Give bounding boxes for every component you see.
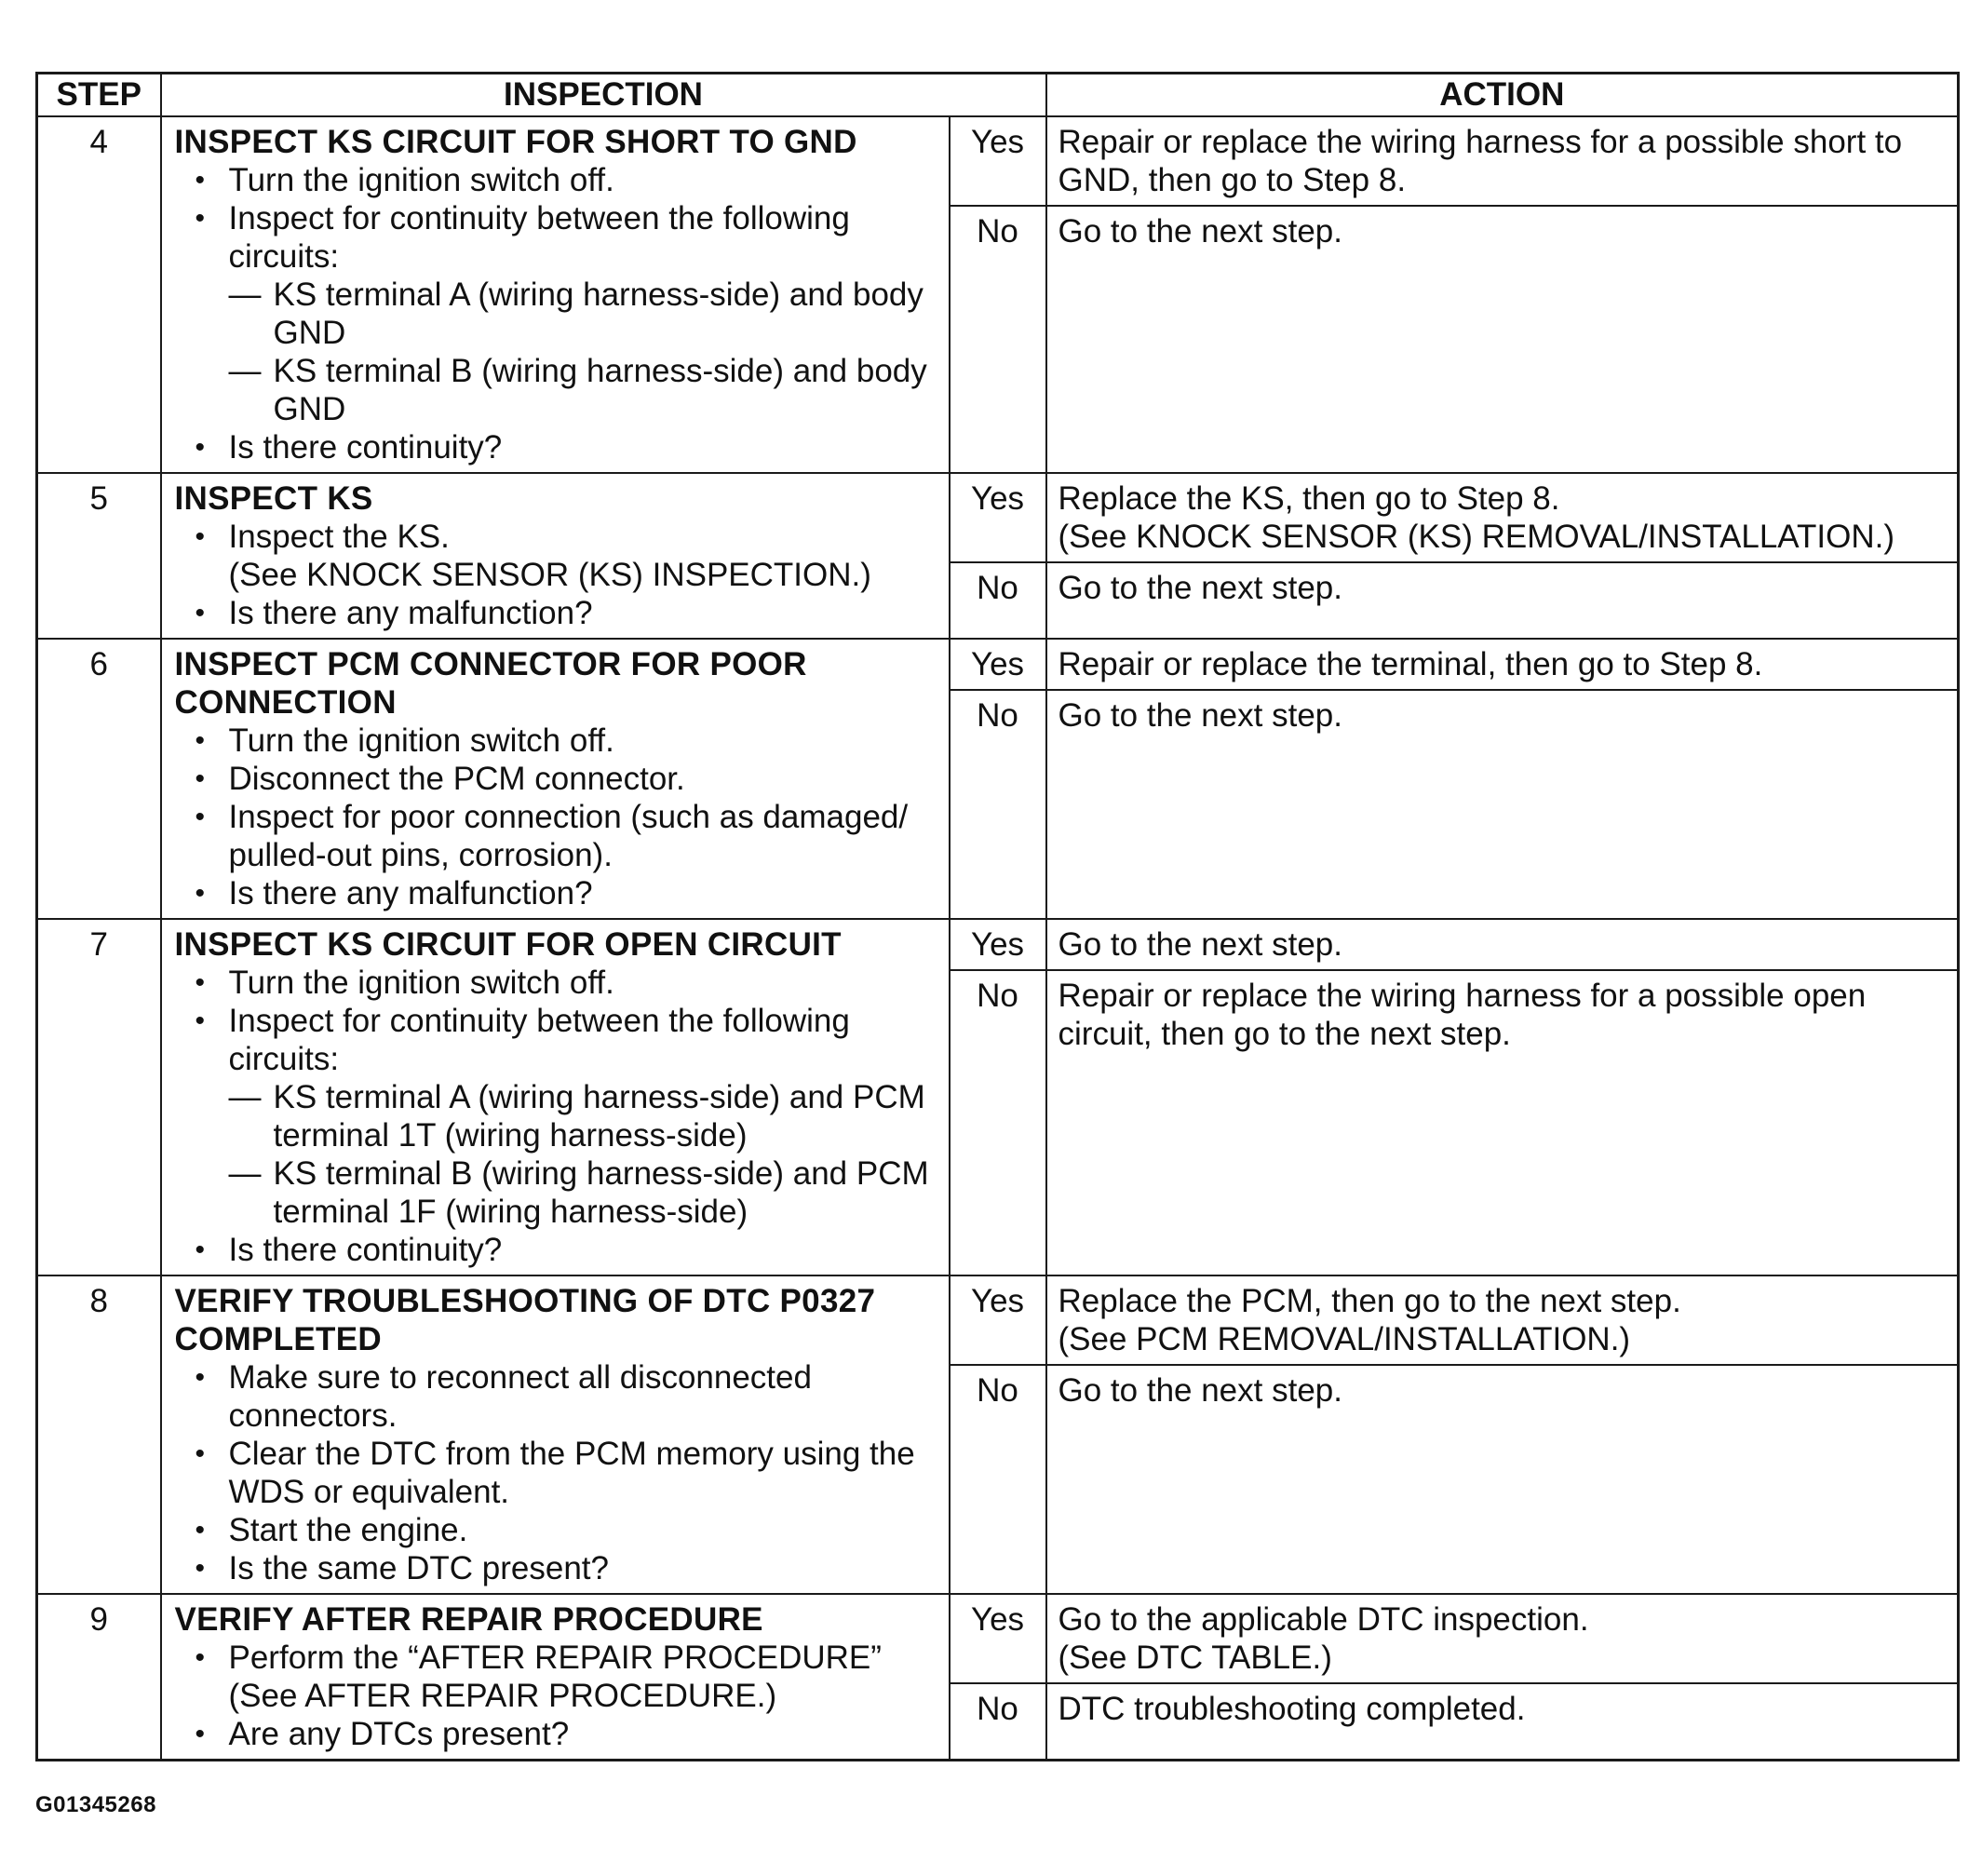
- inspection-list: [175, 161, 941, 466]
- no-label: No: [950, 1683, 1046, 1761]
- no-action: Repair or replace the wiring harness for a possible open circuit, then go to the next step.: [1046, 970, 1959, 1275]
- reference-note: (See AFTER REPAIR PROCEDURE.): [228, 1678, 777, 1714]
- list-item: • Turn the ignition switch off.: [175, 722, 941, 760]
- no-action: Go to the next step.: [1046, 562, 1959, 639]
- no-label: No: [950, 1365, 1046, 1594]
- list-item: • Make sure to reconnect all disconnected connectors.: [175, 1358, 941, 1435]
- yes-action: Repair or replace the wiring harness for a possible short to GND, then go to Step 8.: [1046, 116, 1959, 206]
- inspection-title: VERIFY TROUBLESHOOTING OF DTC P0327 COMPLETED: [174, 1283, 876, 1357]
- list-item: • Is there any malfunction?: [175, 874, 941, 912]
- table-row: [37, 473, 1959, 562]
- yes-label: Yes: [950, 473, 1046, 562]
- sub-item: — KS terminal B (wiring harness-side) and PCM terminal 1F (wiring harness-side): [228, 1155, 929, 1230]
- inspection-title: INSPECT PCM CONNECTOR FOR POOR CONNECTION: [174, 646, 807, 721]
- reference-note: (See DTC TABLE.): [1058, 1640, 1332, 1676]
- table-row: [37, 919, 1959, 970]
- sub-item-text: KS terminal A (wiring harness-side) and PCM terminal 1T (wiring harness-side): [273, 1079, 925, 1154]
- step-number: 9: [37, 1594, 161, 1761]
- list-item: [175, 518, 941, 594]
- sub-item: — KS terminal A (wiring harness-side) and body GND: [228, 277, 924, 351]
- reference-note: (See KNOCK SENSOR (KS) REMOVAL/INSTALLATION.): [1058, 519, 1895, 555]
- no-label: No: [950, 690, 1046, 919]
- list-item: • Are any DTCs present?: [175, 1715, 941, 1753]
- yes-action: Replace the PCM, then go to the next step.: [1058, 1283, 1681, 1319]
- inspection-title: INSPECT KS CIRCUIT FOR OPEN CIRCUIT: [174, 926, 842, 963]
- yes-label: Yes: [950, 1275, 1046, 1365]
- yes-action-cell: [1046, 1275, 1959, 1365]
- list-item-text: Inspect for continuity between the following circuits:: [228, 200, 850, 275]
- yes-action: Go to the next step.: [1046, 919, 1959, 970]
- inspection-cell: [161, 1275, 950, 1594]
- inspection-title: VERIFY AFTER REPAIR PROCEDURE: [174, 1601, 763, 1638]
- troubleshooting-table: [35, 72, 1960, 1761]
- table-row: [37, 1594, 1959, 1683]
- inspection-cell: [161, 919, 950, 1275]
- list-item: • Is there continuity?: [175, 428, 941, 466]
- step-number: 4: [37, 116, 161, 473]
- figure-code: G01345268: [35, 1792, 156, 1817]
- no-label: No: [950, 970, 1046, 1275]
- inspection-title: INSPECT KS: [174, 480, 373, 517]
- table-row: [37, 1275, 1959, 1365]
- yes-action: Replace the KS, then go to Step 8.: [1058, 480, 1560, 517]
- yes-action-cell: [1046, 1594, 1959, 1683]
- sub-item-text: KS terminal A (wiring harness-side) and body GND: [273, 277, 924, 351]
- table-row: [37, 639, 1959, 690]
- step-number: 7: [37, 919, 161, 1275]
- sub-item-text: KS terminal B (wiring harness-side) and PCM terminal 1F (wiring harness-side): [273, 1155, 929, 1230]
- reference-note: (See KNOCK SENSOR (KS) INSPECTION.): [228, 557, 871, 593]
- yes-label: Yes: [950, 1594, 1046, 1683]
- yes-action: Go to the applicable DTC inspection.: [1058, 1601, 1589, 1638]
- no-action: Go to the next step.: [1046, 690, 1959, 919]
- table-header-row: [37, 74, 1959, 117]
- inspection-list: [175, 722, 941, 912]
- list-item: [175, 1002, 941, 1231]
- inspection-cell: [161, 1594, 950, 1761]
- list-item-text: • Inspect the KS.: [228, 519, 450, 555]
- list-item-text: Inspect for continuity between the following circuits:: [228, 1003, 850, 1077]
- step-number: 6: [37, 639, 161, 919]
- no-action: DTC troubleshooting completed.: [1046, 1683, 1959, 1761]
- list-item: • Turn the ignition switch off.: [175, 161, 941, 199]
- inspection-cell: [161, 639, 950, 919]
- sub-item: — KS terminal A (wiring harness-side) and PCM terminal 1T (wiring harness-side): [228, 1079, 925, 1154]
- inspection-cell: [161, 473, 950, 639]
- list-item-text: • Perform the “AFTER REPAIR PROCEDURE”: [228, 1640, 882, 1676]
- step-number: 5: [37, 473, 161, 639]
- list-item: • Turn the ignition switch off.: [175, 964, 941, 1002]
- list-item: • Is the same DTC present?: [175, 1549, 941, 1587]
- list-item: • Clear the DTC from the PCM memory using the WDS or equivalent.: [175, 1435, 941, 1511]
- inspection-list: [175, 1639, 941, 1753]
- inspection-title: INSPECT KS CIRCUIT FOR SHORT TO GND: [174, 124, 857, 160]
- list-item: • Inspect for poor connection (such as damaged/ pulled-out pins, corrosion).: [175, 798, 941, 874]
- list-item: • Start the engine.: [175, 1511, 941, 1549]
- inspection-list: [175, 964, 941, 1269]
- table-row: [37, 116, 1959, 206]
- header-inspection: INSPECTION: [161, 74, 1046, 117]
- sub-item-text: KS terminal B (wiring harness-side) and body GND: [273, 353, 927, 427]
- list-item: [175, 1639, 941, 1715]
- yes-label: Yes: [950, 919, 1046, 970]
- no-label: No: [950, 562, 1046, 639]
- sub-item: — KS terminal B (wiring harness-side) and body GND: [228, 353, 927, 427]
- inspection-list: [175, 518, 941, 632]
- list-item: • Disconnect the PCM connector.: [175, 760, 941, 798]
- inspection-list: [175, 1358, 941, 1587]
- list-item: • Is there continuity?: [175, 1231, 941, 1269]
- yes-action-cell: [1046, 473, 1959, 562]
- inspection-cell: [161, 116, 950, 473]
- yes-label: Yes: [950, 639, 1046, 690]
- list-item: • Is there any malfunction?: [175, 594, 941, 632]
- yes-label: Yes: [950, 116, 1046, 206]
- no-action: Go to the next step.: [1046, 206, 1959, 473]
- header-action: ACTION: [1046, 74, 1959, 117]
- reference-note: (See PCM REMOVAL/INSTALLATION.): [1058, 1321, 1631, 1357]
- step-number: 8: [37, 1275, 161, 1594]
- yes-action: Repair or replace the terminal, then go to Step 8.: [1046, 639, 1959, 690]
- header-step: STEP: [37, 74, 161, 117]
- no-label: No: [950, 206, 1046, 473]
- list-item: [175, 199, 941, 428]
- no-action: Go to the next step.: [1046, 1365, 1959, 1594]
